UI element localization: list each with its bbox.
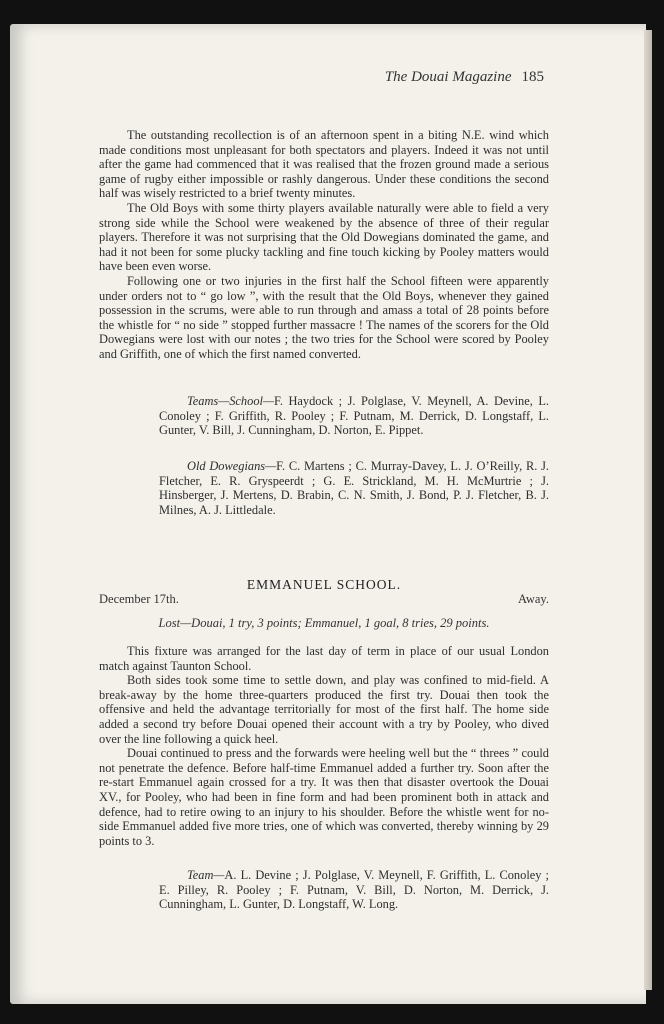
team-names: F. C. Martens ; C. Murray-Davey, L. J. O’Reilly, R. J. Fletcher, E. R. Gryspeerdt ; G. E. Strickland, M. H. McMurtrie ; J. Hinsberger, J. Mertens, D. Brabin, C. N. Smith, J. Bond, P. J. Fletcher, B. J. Milnes, A. J. Littledale. <box>159 459 549 517</box>
magazine-title: The Douai Magazine <box>384 69 512 85</box>
team-list <box>99 394 549 438</box>
article-body-2 <box>99 644 549 848</box>
team-names: F. Haydock ; J. Polglase, V. Meynell, A. Devine, L. Conoley ; F. Griffith, R. Pooley ; F. Putnam, M. Derrick, D. Longstaff, L. Gunter, V. Bill, J. Cunningham, D. Norton, E. Pippet. <box>159 394 549 438</box>
section-title: EMMANUEL SCHOOL. <box>246 577 402 592</box>
team-list-emmanuel-match <box>99 868 549 912</box>
match-date: December 17th. <box>99 592 179 606</box>
dateline <box>99 592 549 607</box>
page-number: 185 <box>521 69 544 85</box>
paragraph: This fixture was arranged for the last day of term in place of our usual London match against Taunton School. <box>99 644 549 673</box>
team-list <box>99 868 549 912</box>
team-names: A. L. Devine ; J. Polglase, V. Meynell, F. Griffith, L. Conoley ; E. Pilley, R. Pooley ; F. Putnam, V. Bill, D. Norton, M. Derrick, J. Cunningham, L. Gunter, D. Longstaff, W. Long. <box>159 868 549 912</box>
paragraph: Following one or two injuries in the first half the School fifteen were apparently under orders not to “ go low ”, with the result that the Old Boys, whenever they gained possession in the scrums, were able to run through and amass a total of 28 points before the whistle for “ no side ” stopped further massacre ! The names of the scorers for the Old Dowegians were lost with our notes ; the two tries for the School were scored by Pooley and Griffith, one of which the first named converted. <box>99 273 549 361</box>
page-edge <box>644 30 652 990</box>
team-list-school <box>99 394 549 438</box>
team-list <box>99 459 549 517</box>
team-list-old-dowegians <box>99 459 549 517</box>
paragraph: Douai continued to press and the forwards were heeling well but the “ threes ” could not penetrate the defence. Before half-time Emmanuel added a further try. Soon after the re-start Emmanuel again crossed for a try. It was then that disaster overtook the Douai XV., for Pooley, who had been in fine form and had been prominent both in attack and defence, had to retire owing to an injury to his shoulder. Before the whistle went for no-side Emmanuel added five more tries, one of which was converted, thereby winning by 29 points to 3. <box>99 746 549 848</box>
paragraph: Both sides took some time to settle down, and play was confined to mid-field. A break-away by the home three-quarters produced the first try. Douai then took the offensive and held the advantage territorially for most of the first half. The home side added a second try before Douai opened their account with a try by Pooley, who dived over the line following a quick heel. <box>99 673 549 746</box>
paragraph: The Old Boys with some thirty players available naturally were able to field a very strong side while the School were weakened by the absence of three of their regular players. Therefore it was not surprising that the Old Dowegians dominated the game, and had it not been for some plucky tackling and fine touch kicking by Pooley matters would have been even worse. <box>99 200 549 274</box>
match-venue: Away. <box>517 592 549 606</box>
article-body-1 <box>99 128 549 362</box>
team-label: Teams—School— <box>187 394 274 408</box>
team-label: Old Dowegians— <box>187 459 277 473</box>
paragraph: The outstanding recollection is of an afternoon spent in a biting N.E. wind which made conditions most unpleasant for both spectators and players. Indeed it was not until after the game had commenced that it was realised that the frozen ground made a serious game of rugby either impossible or rashly dangerous. Under these conditions the second half was wisely restricted to a brief twenty minutes. <box>99 128 549 201</box>
running-header <box>385 69 544 86</box>
team-label: Team— <box>187 868 225 882</box>
match-result: Lost—Douai, 1 try, 3 points; Emmanuel, 1 goal, 8 tries, 29 points. <box>158 616 490 630</box>
